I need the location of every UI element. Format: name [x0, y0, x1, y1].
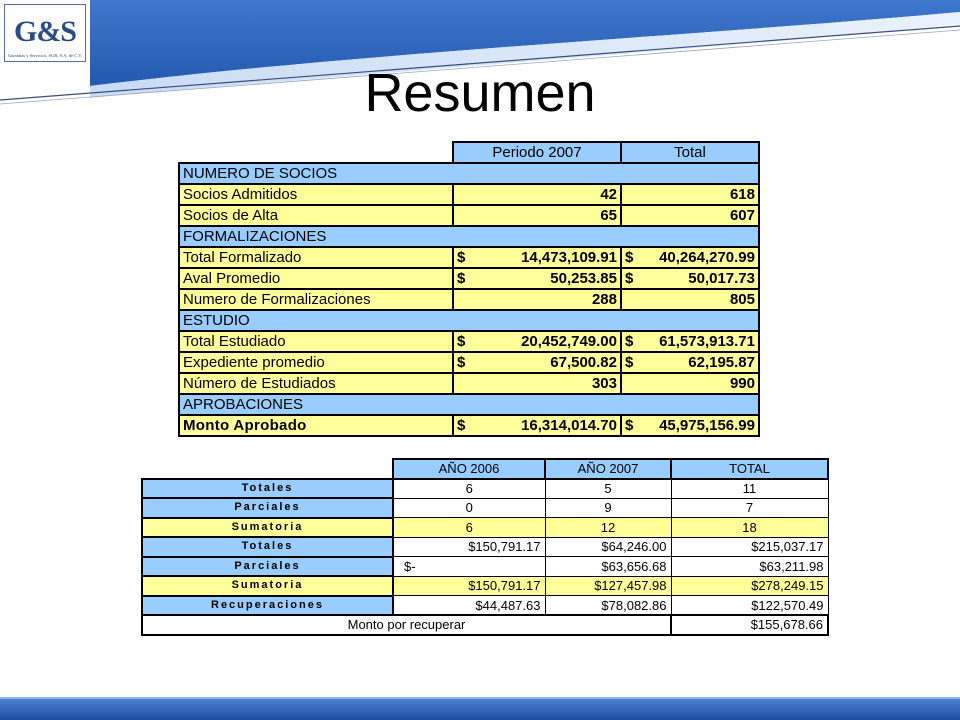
amount: 16,314,014.70: [521, 417, 617, 434]
section-row: [179, 163, 759, 184]
table-row: [179, 373, 759, 394]
value-cell: $44,487.63: [393, 596, 545, 616]
column-header: AÑO 2006: [393, 459, 545, 479]
value-cell: [621, 268, 759, 289]
value-cell: $215,037.17: [671, 537, 828, 557]
value-cell: $150,791.17: [393, 576, 545, 596]
column-header: TOTAL: [671, 459, 828, 479]
row-label: Número de Estudiados: [179, 373, 453, 394]
monto-label: Monto por recuperar: [142, 615, 671, 635]
column-header: Periodo 2007: [453, 142, 621, 163]
currency-symbol: $: [625, 417, 634, 434]
section-title: APROBACIONES: [179, 394, 759, 415]
value-cell: $278,249.15: [671, 576, 828, 596]
row-label: Sumatoria: [142, 518, 393, 538]
company-logo: [4, 4, 86, 62]
table-row: [142, 537, 828, 557]
value-cell: 990: [621, 373, 759, 394]
table-row: [142, 615, 828, 635]
value-cell: 303: [453, 373, 621, 394]
table-row: [179, 352, 759, 373]
value-cell: 5: [545, 479, 671, 499]
monto-value: $155,678.66: [671, 615, 828, 635]
value-cell: [453, 331, 621, 352]
value-cell: 0: [393, 498, 545, 518]
row-label: Parciales: [142, 557, 393, 577]
value-cell: [453, 247, 621, 268]
footer-bar: [0, 699, 960, 720]
row-label: Socios de Alta: [179, 205, 453, 226]
table-row: [179, 289, 759, 310]
section-title: FORMALIZACIONES: [179, 226, 759, 247]
currency-symbol: $: [625, 270, 634, 287]
blank-cell: [142, 459, 393, 479]
currency-symbol: $: [625, 333, 634, 350]
value-cell: 42: [453, 184, 621, 205]
value-cell: 18: [671, 518, 828, 538]
value-cell: 6: [393, 479, 545, 499]
amount: 45,975,156.99: [659, 417, 755, 434]
value-cell: 7: [671, 498, 828, 518]
value-cell: [453, 268, 621, 289]
value-cell: 65: [453, 205, 621, 226]
value-cell: 805: [621, 289, 759, 310]
summary-table: [178, 141, 760, 437]
currency-symbol: $: [457, 249, 466, 266]
value-cell: $64,246.00: [545, 537, 671, 557]
value-cell: 618: [621, 184, 759, 205]
table-row: [179, 247, 759, 268]
amount: 62,195.87: [688, 354, 755, 371]
column-header: Total: [621, 142, 759, 163]
value-cell: 288: [453, 289, 621, 310]
table-row: [142, 479, 828, 499]
value-cell: 6: [393, 518, 545, 538]
amount: 61,573,913.71: [659, 333, 755, 350]
value-cell: [621, 352, 759, 373]
section-title: NUMERO DE SOCIOS: [179, 163, 759, 184]
amount: 20,452,749.00: [521, 333, 617, 350]
logo-text: G&S: [13, 15, 76, 48]
amount: 50,017.73: [688, 270, 755, 287]
currency-symbol: $: [457, 354, 466, 371]
table-row: [179, 205, 759, 226]
value-cell: $150,791.17: [393, 537, 545, 557]
table-header-row: [142, 459, 828, 479]
value-cell: $127,457.98: [545, 576, 671, 596]
row-label: Recuperaciones: [142, 596, 393, 616]
section-title: ESTUDIO: [179, 310, 759, 331]
table-row: [142, 576, 828, 596]
row-label: Aval Promedio: [179, 268, 453, 289]
value-cell: [621, 415, 759, 436]
row-label: Parciales: [142, 498, 393, 518]
amount: 50,253.85: [550, 270, 617, 287]
table-row: [179, 331, 759, 352]
amount: 67,500.82: [550, 354, 617, 371]
table-header-row: [179, 142, 759, 163]
currency-symbol: $: [457, 270, 466, 287]
value-cell: 9: [545, 498, 671, 518]
blank-cell: [179, 142, 453, 163]
value-cell: 11: [671, 479, 828, 499]
column-header: AÑO 2007: [545, 459, 671, 479]
amount: 14,473,109.91: [521, 249, 617, 266]
row-label: Totales: [142, 537, 393, 557]
section-row: [179, 226, 759, 247]
row-label: Monto Aprobado: [179, 415, 453, 436]
value-cell: [453, 352, 621, 373]
value-cell: [453, 415, 621, 436]
value-cell: $122,570.49: [671, 596, 828, 616]
table-row: [142, 596, 828, 616]
section-row: [179, 394, 759, 415]
page-title: Resumen: [364, 63, 596, 123]
value-cell: $63,656.68: [545, 557, 671, 577]
row-label: Totales: [142, 479, 393, 499]
value-cell: 607: [621, 205, 759, 226]
table-row: [179, 415, 759, 436]
row-label: Total Formalizado: [179, 247, 453, 268]
value-cell: $78,082.86: [545, 596, 671, 616]
table-row: [142, 557, 828, 577]
row-label: Sumatoria: [142, 576, 393, 596]
currency-symbol: $: [457, 417, 466, 434]
currency-symbol: $: [625, 354, 634, 371]
value-cell: $-: [393, 557, 545, 577]
value-cell: $63,211.98: [671, 557, 828, 577]
value-cell: [621, 331, 759, 352]
section-row: [179, 310, 759, 331]
table-row: [142, 498, 828, 518]
row-label: Socios Admitidos: [179, 184, 453, 205]
table-row: [179, 268, 759, 289]
table-row: [142, 518, 828, 538]
amount: 40,264,270.99: [659, 249, 755, 266]
row-label: Total Estudiado: [179, 331, 453, 352]
row-label: Numero de Formalizaciones: [179, 289, 453, 310]
recovery-table: [141, 458, 829, 636]
currency-symbol: $: [625, 249, 634, 266]
table-row: [179, 184, 759, 205]
logo-subtitle: Garantías y Servicios, SGR, S.A. de C.V.: [7, 53, 83, 58]
value-cell: [621, 247, 759, 268]
value-cell: 12: [545, 518, 671, 538]
row-label: Expediente promedio: [179, 352, 453, 373]
currency-symbol: $: [457, 333, 466, 350]
